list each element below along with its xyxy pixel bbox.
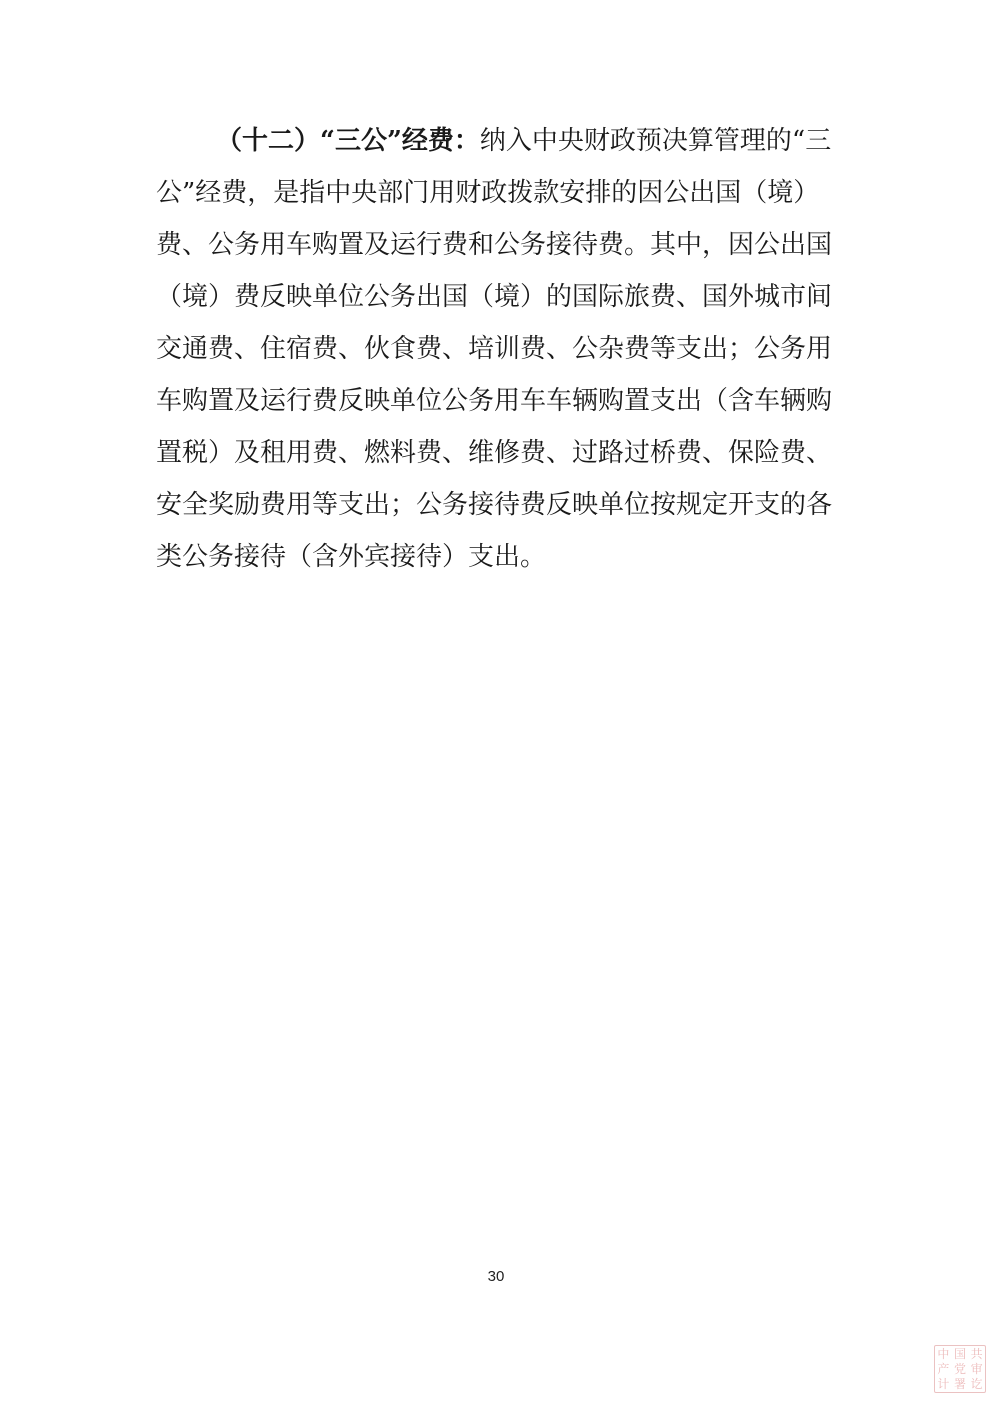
paragraph-line-3: 费、公务用车购置及运行费和公务接待费。其中，因公出国 — [156, 230, 833, 260]
paragraph-line-8: 安全奖励费用等支出；公务接待费反映单位按规定开支的各 — [156, 490, 833, 520]
page-number: 30 — [487, 1268, 505, 1285]
seal-char: 讫 — [970, 1377, 983, 1392]
line-text: 纳入中央财政预决算管理的“三 — [479, 126, 832, 156]
seal-char: 审 — [970, 1361, 983, 1376]
paragraph-line-1 — [216, 114, 831, 168]
paragraph-line-4: （境）费反映单位公务出国（境）的国际旅费、国外城市间 — [156, 282, 833, 312]
seal-char: 党 — [953, 1361, 966, 1376]
paragraph-line-5: 交通费、住宿费、伙食费、培训费、公杂费等支出；公务用 — [156, 334, 833, 364]
paragraph-line-7: 置税）及租用费、燃料费、维修费、过路过桥费、保险费、 — [156, 438, 833, 468]
seal-char: 中 — [937, 1346, 950, 1361]
paragraph-line-6: 车购置及运行费反映单位公务用车车辆购置支出（含车辆购 — [156, 386, 833, 416]
seal-char: 共 — [970, 1346, 983, 1361]
paragraph-line-2: 公”经费，是指中央部门用财政拨款安排的因公出国（境） — [156, 178, 820, 208]
paragraph-line-9: 类公务接待（含外宾接待）支出。 — [156, 542, 547, 572]
seal-char: 产 — [937, 1361, 950, 1376]
seal-char: 署 — [953, 1377, 966, 1392]
audit-seal-stamp — [934, 1345, 986, 1393]
seal-char: 国 — [953, 1346, 966, 1361]
seal-char: 计 — [937, 1377, 950, 1392]
section-heading: （十二）“三公”经费： — [216, 126, 480, 156]
